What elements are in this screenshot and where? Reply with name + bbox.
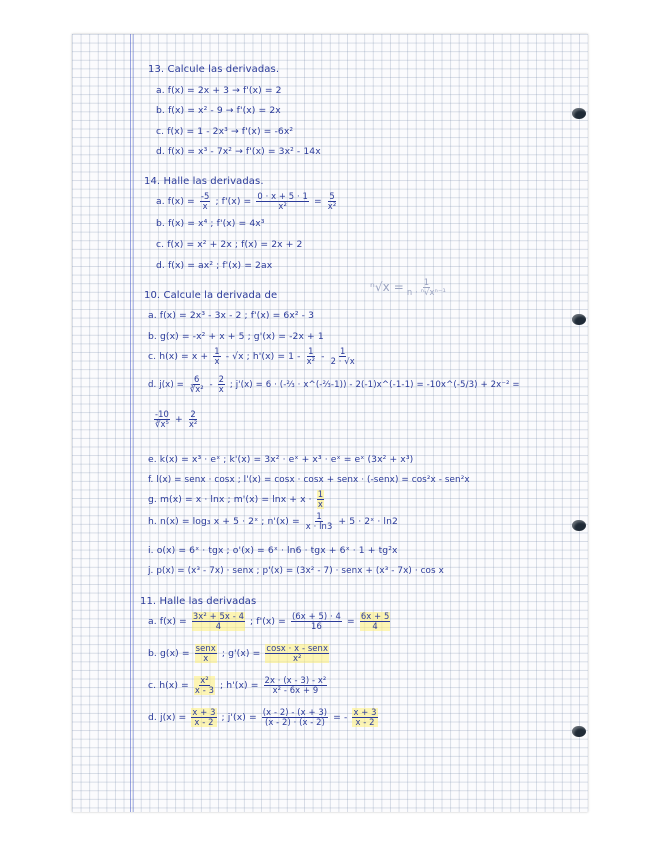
line-10c: c. h(x) = x + $\frac{1}{x}$ - √x ; h'(x) = 1 - $\frac{1}{\text{x²}}$ - $\frac{1}{2 \cdot √x}$ <box>148 346 355 366</box>
line-14b: b. f(x) = x⁴ ; f'(x) = 4x³ <box>156 218 265 229</box>
line-10h: h. n(x) = log₃ x + 5 · 2ˣ ; n'(x) = $\frac{1}{x \cdot \ln 3}$ + 5 · 2ˣ · ln2 <box>148 511 398 531</box>
fraction: $\frac{0 \cdot x + 5 \cdot 1}{\text{x²}}$ <box>257 191 308 211</box>
fraction: $\frac{\text{x²}}{x - 3}$ <box>194 675 215 695</box>
line-10a: a. f(x) = 2x³ - 3x - 2 ; f'(x) = 6x² - 3 <box>148 310 315 321</box>
fraction: $\frac{\text{2x · (x - 3) - x²}}{\text{x² - 6x + 9}}$ <box>264 675 327 695</box>
binder-hole <box>572 108 586 119</box>
line-14a: a. f(x) = $\frac{-5}{x}$ ; f'(x) = $\frac{0 \cdot x + 5 \cdot 1}{\text{x²}}$ = $\frac{5}{\text{x²}}$ <box>156 191 337 211</box>
fraction: $\frac{2}{x}$ <box>218 374 225 394</box>
line-13a: a. f(x) = 2x + 3 → f'(x) = 2 <box>156 85 282 96</box>
fraction: $\frac{(6x + 5) \cdot 4}{16}$ <box>291 611 341 631</box>
line-14c: c. f(x) = x² + 2x ; f(x) = 2x + 2 <box>156 239 303 250</box>
section-13-title: 13. Calcule las derivadas. <box>148 64 280 75</box>
line-13c: c. f(x) = 1 - 2x³ → f'(x) = -6x² <box>156 126 294 137</box>
fraction: $\frac{x + 3}{x - 2}$ <box>353 707 377 727</box>
section-14-title: 14. Halle las derivadas. <box>144 176 264 187</box>
binder-hole <box>572 520 586 531</box>
fraction: $\frac{x + 3}{x - 2}$ <box>192 707 216 727</box>
fraction: $\frac{1}{2 \cdot √x}$ <box>330 346 355 366</box>
fraction: $\frac{1}{x}$ <box>214 346 220 366</box>
fraction: $\frac{\text{3x² + 5x - 4}}{4}$ <box>192 611 245 631</box>
line-10j: j. p(x) = (x³ - 7x) · senx ; p'(x) = (3x² - 7) · senx + (x³ - 7x) · cos x <box>148 566 444 576</box>
section-11-title: 11. Halle las derivadas <box>140 596 257 607</box>
line-10i: i. o(x) = 6ˣ · tgx ; o'(x) = 6ˣ · ln6 · tgx + 6ˣ · 1 + tg²x <box>148 545 398 556</box>
line-10g: g. m(x) = x · lnx ; m'(x) = lnx + x · $\frac{1}{x}$ <box>148 489 324 509</box>
fraction: $\frac{6x + 5}{4}$ <box>360 611 390 631</box>
binder-hole <box>572 726 586 737</box>
margin-line-inner <box>133 34 134 812</box>
root-formula-note: ⁿ√x = $\frac{1}{\text{n · ⁿ√xⁿ⁻¹}}$ <box>370 277 446 297</box>
fraction: $\frac{\text{senx}}{x}$ <box>195 643 216 663</box>
line-13d: d. f(x) = x³ - 7x² → f'(x) = 3x² - 14x <box>156 146 321 157</box>
line-10b: b. g(x) = -x² + x + 5 ; g'(x) = -2x + 1 <box>148 331 324 342</box>
line-11b: b. g(x) = $\frac{\text{senx}}{x}$ ; g'(x) = $\frac{\text{cosx · x - senx}}{\text{x²}}$ <box>148 643 329 663</box>
fraction: $\frac{2}{\text{x²}}$ <box>188 409 198 429</box>
fraction: $\frac{5}{\text{x²}}$ <box>327 191 337 211</box>
line-10e: e. k(x) = x³ · eˣ ; k'(x) = 3x² · eˣ + x³ · eˣ = eˣ (3x² + x³) <box>148 454 414 465</box>
line-14a-label: a. f(x) = <box>156 195 198 207</box>
margin-line <box>130 34 131 812</box>
line-11c: c. h(x) = $\frac{\text{x²}}{x - 3}$ ; h'(x) = $\frac{\text{2x · (x - 3) - x²}}{\text{x² - 6x + 9}}$ <box>148 675 327 695</box>
fraction: $\frac{-5}{x}$ <box>200 191 210 211</box>
fraction: $\frac{1}{x}$ <box>317 489 324 509</box>
fraction: $\frac{-10}{\text{∛x⁵}}$ <box>155 409 169 429</box>
section-10-title: 10. Calcule la derivada de <box>144 290 278 301</box>
fraction: $\frac{1}{x \cdot \ln 3}$ <box>305 511 333 531</box>
line-13b: b. f(x) = x² - 9 → f'(x) = 2x <box>156 105 281 116</box>
line-10d: d. j(x) = $\frac{6}{\text{∛x²}}$ - $\frac{2}{x}$ ; j'(x) = 6 · (-⅔ · x^(-⅔-1)) - 2(-1)x^(-1-1) = -10x^(-5/3) + 2x⁻² = <box>148 374 520 394</box>
binder-hole <box>572 314 586 325</box>
fraction: $\frac{\text{cosx · x - senx}}{\text{x²}}$ <box>266 643 329 663</box>
notebook-page <box>72 34 588 812</box>
line-10f: f. l(x) = senx · cosx ; l'(x) = cosx · cosx + senx · (-senx) = cos²x - sen²x <box>148 475 470 485</box>
fraction: $\frac{(x - 2) - (x + 3)}{(x - 2) \cdot (x - 2)}$ <box>262 707 328 727</box>
line-11d: d. j(x) = $\frac{x + 3}{x - 2}$ ; j'(x) = $\frac{(x - 2) - (x + 3)}{(x - 2) \cdot (x - 2)}$ = - $\frac{x + 3}{x - 2}$ <box>148 707 377 727</box>
fraction: $\frac{6}{\text{∛x²}}$ <box>189 374 204 394</box>
fraction: $\frac{1}{\text{n · ⁿ√xⁿ⁻¹}}$ <box>406 277 446 297</box>
line-14d: d. f(x) = ax² ; f'(x) = 2ax <box>156 260 273 271</box>
line-11a: a. f(x) = $\frac{\text{3x² + 5x - 4}}{4}$ ; f'(x) = $\frac{(6x + 5) \cdot 4}{16}$ = $\frac{6x + 5}{4}$ <box>148 611 390 631</box>
line-10d-continued: $\frac{-10}{\text{∛x⁵}}$ + $\frac{2}{\text{x²}}$ <box>155 409 198 429</box>
fraction: $\frac{1}{\text{x²}}$ <box>306 346 316 366</box>
